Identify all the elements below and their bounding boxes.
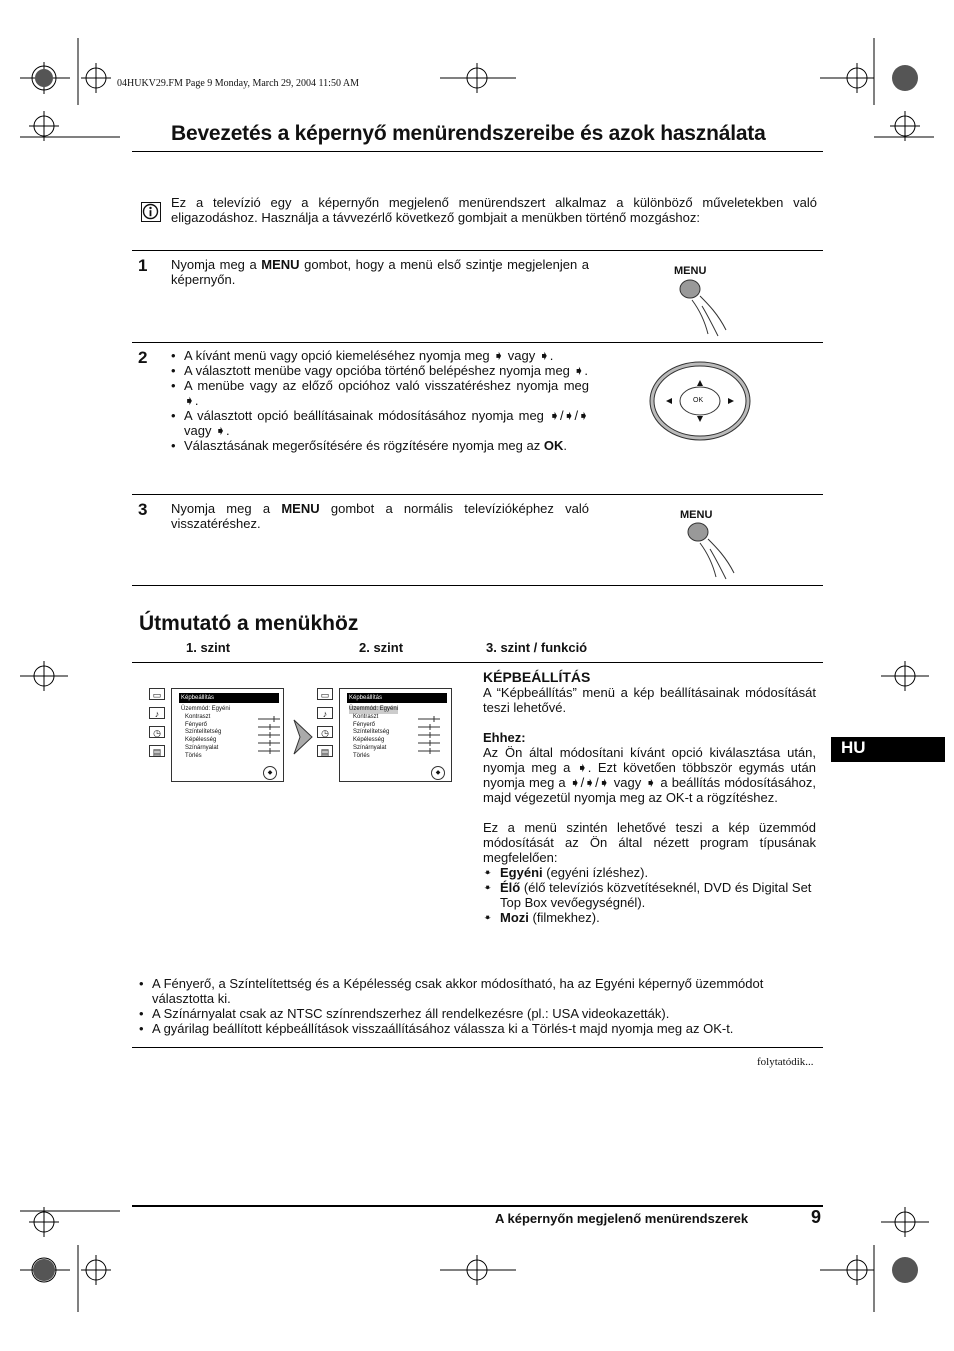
menu-button-hand-icon	[686, 521, 746, 583]
list-item: • A kívánt menü vagy opció kiemeléséhez nyomja meg ➧ vagy ➧.	[171, 348, 589, 363]
screen-item: Színárnyalat	[353, 744, 387, 751]
screen-title: Képbeállítás	[179, 693, 279, 703]
list-item: • A gyárilag beállított képbeállítások visszaállításához válassza ki a Törlés-t majd nyomja meg az OK-t.	[139, 1021, 816, 1036]
page-number: 9	[811, 1207, 822, 1227]
column-header-level1: 1. szint	[186, 640, 231, 655]
picture-icon: ▭	[149, 688, 165, 700]
setup-icon: ▤	[149, 745, 165, 757]
list-item: ➧ Mozi (filmekhez).	[483, 910, 816, 925]
info-icon	[141, 202, 161, 222]
title-rule	[132, 151, 823, 152]
section-subheading: KÉPBEÁLLÍTÁS	[483, 669, 591, 685]
paragraph: A “Képbeállítás” menü a kép beállításainak módosítását teszi lehetővé.	[483, 685, 816, 715]
screen-item: Színárnyalat	[185, 744, 219, 751]
step-divider	[132, 250, 823, 251]
screen-title: Képbeállítás	[347, 693, 447, 703]
menu-screen-level1	[171, 688, 284, 782]
screen-item: Törlés	[353, 752, 370, 759]
list-item: ➧ Élő (élő televíziós közvetítéseknél, DVD és Digital Set Top Box vevőegységnél).	[483, 880, 816, 910]
column-header-rule	[132, 662, 823, 663]
screen-items	[181, 706, 230, 761]
step-number: 1	[138, 256, 148, 275]
menu-button-hand-icon	[678, 278, 738, 340]
mode-list	[483, 865, 816, 925]
sound-icon: ♪	[317, 707, 333, 719]
list-item: • A választott opció beállításainak módosításához nyomja meg ➧/➧/➧ vagy ➧.	[171, 408, 589, 438]
step-2-list	[171, 348, 589, 453]
ok-button-label: OK	[693, 397, 704, 404]
paragraph: Az Ön által módosítani kívánt opció kiválasztása után, nyomja meg a ➧. Ezt követően többször egymás után nyomja meg a ➧/➧/➧ vagy ➧ a beállítás módosításához, majd végezetül nyomja meg az OK-t a rögzítéshez.	[483, 745, 816, 805]
screen-item: Fényerő	[353, 721, 376, 728]
list-item: ➧ Egyéni (egyéni ízléshez).	[483, 865, 816, 880]
slider-bars	[258, 715, 282, 761]
setup-icon: ▤	[317, 745, 333, 757]
menu-screen-level2	[339, 688, 452, 782]
menu-button-label: MENU	[680, 509, 713, 521]
notes-list	[139, 976, 816, 1036]
column-header-level2: 2. szint	[359, 640, 404, 655]
section-heading: Útmutató a menükhöz	[139, 612, 359, 635]
screen-item: Kontraszt	[353, 713, 379, 720]
screen-mode: Üzemmód: Egyéni	[181, 706, 231, 712]
timer-icon: ◷	[317, 726, 333, 738]
step-3-text: Nyomja meg a MENU gombot a normális televízióképhez való visszatéréshez.	[171, 501, 590, 531]
screen-item: Képélesség	[185, 737, 217, 744]
section-rule	[132, 585, 823, 586]
footer-rule	[132, 1205, 823, 1207]
ok-icon: ◆	[431, 766, 445, 780]
screen-items	[349, 706, 398, 761]
screen-item: Kontraszt	[185, 713, 211, 720]
menu-button-label: MENU	[674, 265, 707, 277]
screen-item: Fényerő	[185, 721, 208, 728]
step-number: 3	[138, 500, 148, 519]
paragraph: Ez a menü szintén lehetővé teszi a kép üzemmód módosítását az Ön által nézett program típusának megfelelően:	[483, 820, 816, 865]
file-slug: 04HUKV29.FM Page 9 Monday, March 29, 2004 11:50 AM	[117, 78, 360, 89]
picture-settings-description	[483, 670, 816, 925]
timer-icon: ◷	[149, 726, 165, 738]
screen-item: Színtelítetség	[185, 729, 222, 736]
list-item: • A menübe vagy az előző opcióhoz való visszatéréshez nyomja meg ➧.	[171, 378, 589, 408]
slider-bars	[418, 715, 442, 761]
menu-icons-column	[317, 688, 335, 764]
screen-item: Színtelítetség	[353, 729, 390, 736]
paragraph-heading: Ehhez:	[483, 730, 526, 745]
right-arrow-icon	[292, 718, 314, 756]
column-header-level3: 3. szint / funkció	[486, 640, 588, 655]
step-divider	[132, 494, 823, 495]
screen-mode: Üzemmód: Egyéni	[349, 706, 399, 712]
screen-item: Képélesség	[353, 737, 385, 744]
continued-label: folytatódik...	[757, 1056, 814, 1068]
list-item: • A választott menübe vagy opcióba történő belépéshez nyomja meg ➧.	[171, 363, 589, 378]
page-title: Bevezetés a képernyő menürendszereibe és azok használata	[171, 122, 766, 145]
sound-icon: ♪	[149, 707, 165, 719]
ok-icon: ◆	[263, 766, 277, 780]
list-item: • Választásának megerősítésére és rögzítésére nyomja meg az OK.	[171, 438, 589, 453]
screen-item: Törlés	[185, 752, 202, 759]
language-tab: HU	[831, 737, 945, 762]
list-item: • A Színárnyalat csak az NTSC színrendszerhez áll rendelkezésre (pl.: USA videokazetták).	[139, 1006, 816, 1021]
list-item: • A Fényerő, a Színtelítettség és a Képélesség csak akkor módosítható, ha az Egyéni képernyő üzemmódot választotta ki.	[139, 976, 816, 1006]
step-number: 2	[138, 348, 148, 367]
intro-text: Ez a televízió egy a képernyőn megjelenő menürendszert alkalmaz a különböző műveletekben való eligazodáshoz. Használja a távvezérlő következő gombjait a menükben történő mozgáshoz:	[171, 195, 817, 225]
section-rule	[132, 1047, 823, 1048]
footer-section-title: A képernyőn megjelenő menürendszerek	[495, 1211, 749, 1226]
picture-icon: ▭	[317, 688, 333, 700]
step-divider	[132, 342, 823, 343]
menu-icons-column	[149, 688, 167, 764]
step-1-text: Nyomja meg a MENU gombot, hogy a menü első szintje megjelenjen a képernyőn.	[171, 257, 590, 287]
